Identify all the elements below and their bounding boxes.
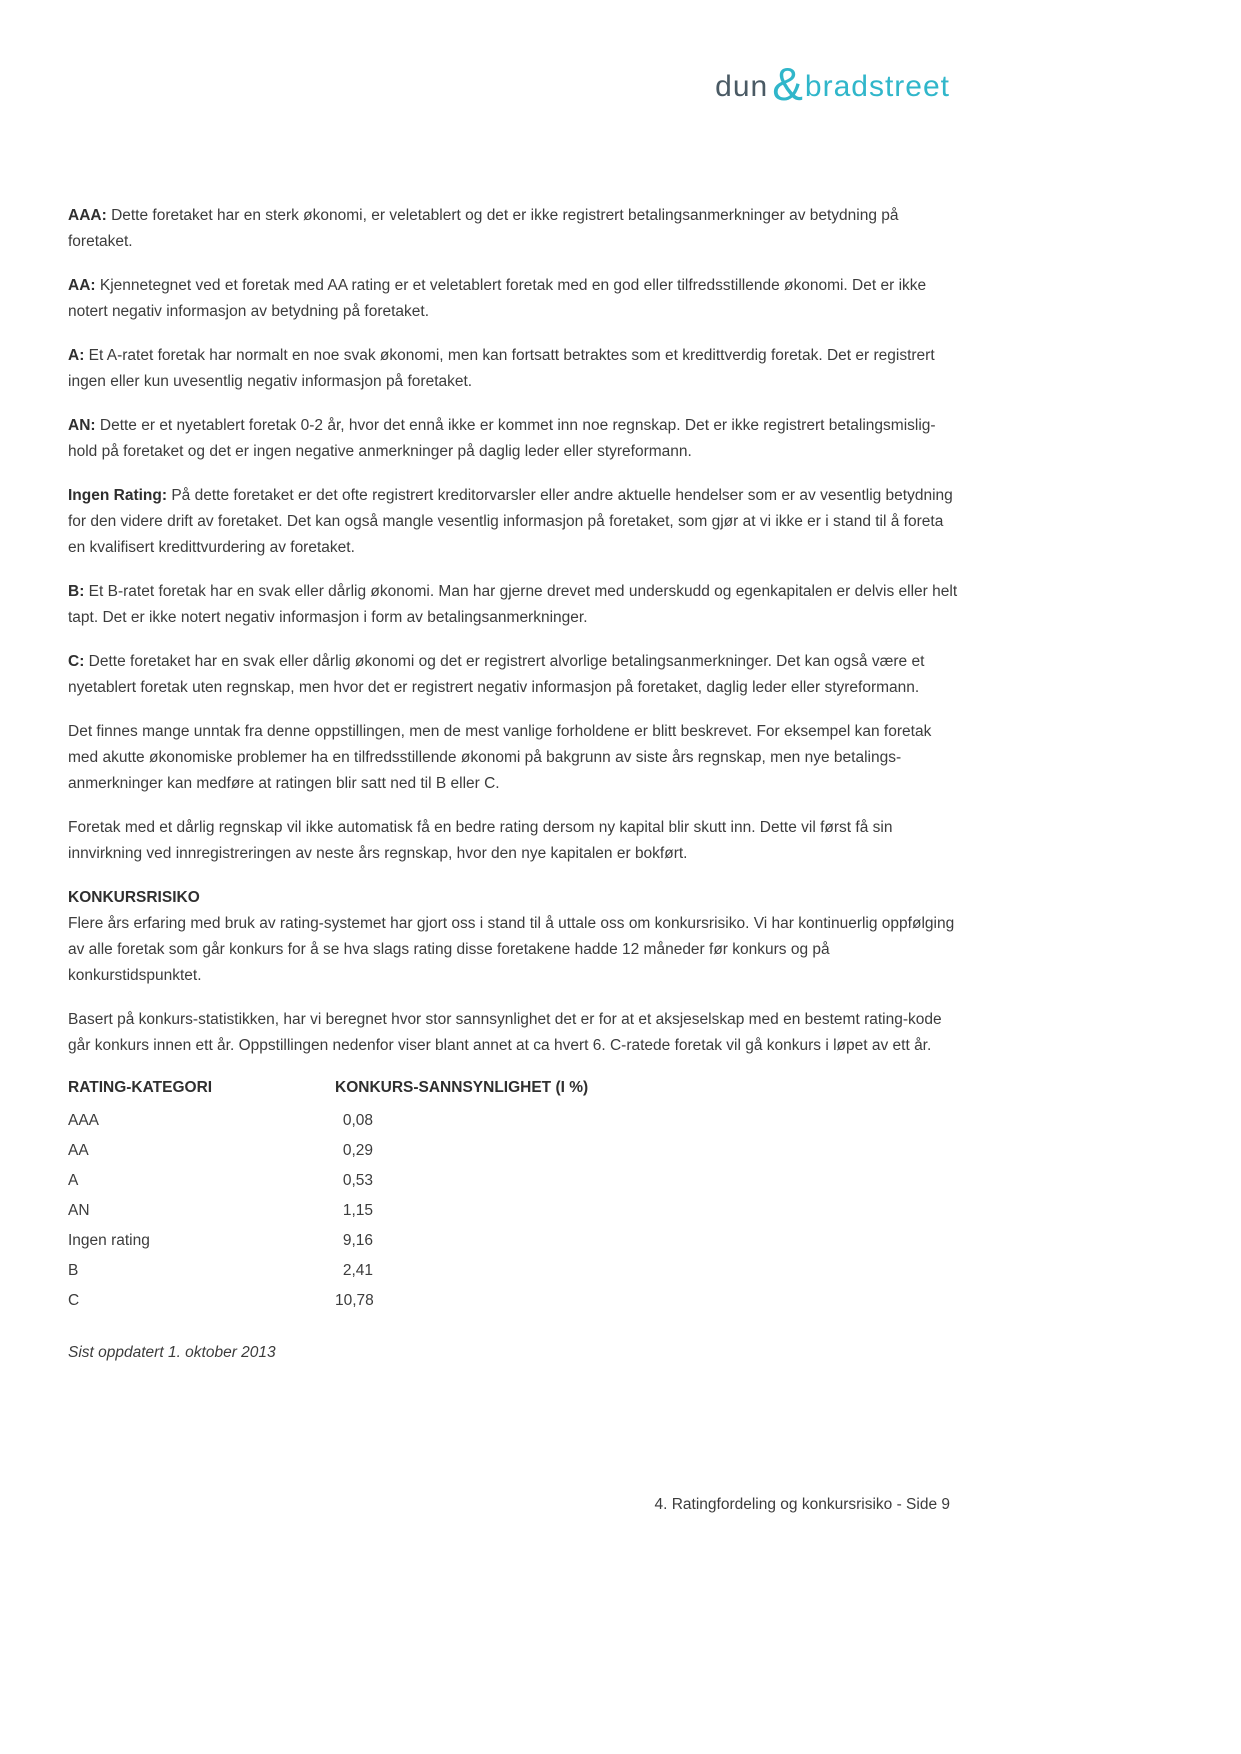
table-cell-category: C (68, 1292, 80, 1309)
table-cell-value: 1,15 (342, 1202, 373, 1219)
table-header-category: RATING-KATEGORI (68, 1079, 213, 1096)
table-cell-value: 0,08 (342, 1112, 373, 1129)
page-content (68, 203, 958, 1382)
table-cell-value: 0,53 (342, 1172, 373, 1189)
paragraph-an (68, 413, 958, 465)
paragraph-text: Dette er et nyetablert foretak 0-2 år, hvor det ennå ikke er kommet inn noe regnskap. Det er ikke registrert betalingsmislig- hold på foretaket og det er ingen negative anmerkninger på daglig leder eller styreformann. (68, 417, 936, 460)
paragraph-b (68, 579, 958, 631)
table-cell-value: 9,16 (342, 1232, 373, 1249)
table-cell-category: AA (68, 1142, 89, 1159)
paragraph-ingen-rating (68, 483, 958, 561)
table-cell-value: 0,29 (342, 1142, 373, 1159)
rating-probability-table (68, 1077, 958, 1312)
table-cell-category: B (68, 1262, 79, 1279)
table-cell-category: A (68, 1172, 79, 1189)
section-heading-konkursrisiko: KONKURSRISIKO (68, 889, 200, 906)
table-cell-category: Ingen rating (68, 1232, 150, 1249)
rating-label-a: A: (68, 347, 85, 364)
paragraph-text: Et A-ratet foretak har normalt en noe svak økonomi, men kan fortsatt betraktes som et kredittverdig foretak. Det er registrert ingen eller kun uvesentlig negativ informasjon på foretaket. (68, 347, 935, 390)
table-cell-value: 2,41 (342, 1262, 373, 1279)
logo-bradstreet-text: bradstreet (804, 70, 950, 103)
dun-bradstreet-logo (715, 58, 950, 110)
table-row (68, 1230, 958, 1252)
rating-label-ingen-rating: Ingen Rating: (68, 487, 168, 504)
paragraph-text: På dette foretaket er det ofte registrert kreditorvarsler eller andre aktuelle hendelser som er av vesentlig betydning for den videre drift av foretaket. Det kan også mangle vesentlig informasjon på foretaket, som gjør at vi ikke er i stand til å foreta en kvalifisert kredittvurdering av foretaket. (68, 487, 953, 556)
rating-label-c: C: (68, 653, 85, 670)
rating-label-aaa: AAA: (68, 207, 107, 224)
table-row (68, 1200, 958, 1222)
table-cell-value: 10,78 (335, 1292, 374, 1309)
paragraph-kapital (68, 815, 958, 867)
page-footer: 4. Ratingfordeling og konkursrisiko - Side 9 (654, 1496, 950, 1513)
rating-label-b: B: (68, 583, 85, 600)
table-row (68, 1110, 958, 1132)
paragraph-konkursrisiko-2: Basert på konkurs-statistikken, har vi beregnet hvor stor sannsynlighet det er for at et aksjeselskap med en bestemt rating-kode går konkurs innen ett år. Oppstillingen nedenfor viser blant annet at ca hvert 6. C-ratede foretak vil gå konkurs i løpet av ett år. (68, 1011, 942, 1054)
logo-ampersand-icon: & (772, 58, 803, 110)
paragraph-a (68, 343, 958, 395)
paragraph-text: Dette foretaket har en sterk økonomi, er veletablert og det er ikke registrert betalingsanmerkninger av betydning på foretaket. (68, 207, 899, 250)
paragraph-text: Dette foretaket har en svak eller dårlig økonomi og det er registrert alvorlige betalingsanmerkninger. Det kan også være et nyetablert foretak uten regnskap, men hvor det er registrert negativ informasjon på foretaket, daglig leder eller styreformann. (68, 653, 925, 696)
logo-dun-text: dun (715, 70, 769, 103)
table-row (68, 1290, 958, 1312)
table-row (68, 1170, 958, 1192)
table-header-row (68, 1077, 958, 1099)
paragraph-text: Kjennetegnet ved et foretak med AA rating er et veletablert foretak med en god eller tilfredsstillende økonomi. Det er ikke notert negativ informasjon av betydning på foretaket. (68, 277, 927, 320)
rating-label-an: AN: (68, 417, 96, 434)
table-row (68, 1260, 958, 1282)
paragraph-konkursrisiko-1: Flere års erfaring med bruk av rating-systemet har gjort oss i stand til å uttale oss om konkursrisiko. Vi har kontinuerlig oppfølging av alle foretak som går konkurs for å se hva slags rating disse foretakene hadde 12 måneder før konkurs og på konkurstidspunktet. (68, 915, 955, 984)
table-cell-category: AN (68, 1202, 90, 1219)
table-header-probability: KONKURS-SANNSYNLIGHET (I %) (335, 1079, 589, 1096)
rating-label-aa: AA: (68, 277, 96, 294)
paragraph-c (68, 649, 958, 701)
paragraph-text: Det finnes mange unntak fra denne oppstillingen, men de mest vanlige forholdene er blitt beskrevet. For eksempel kan foretak med akutte økonomiske problemer ha en tilfredsstillende økonomi på bakgrunn av siste års regnskap, men nye betalings- anmerkninger kan medføre at ratingen blir satt ned til B eller C. (68, 723, 932, 792)
table-row (68, 1140, 958, 1162)
paragraph-text: Foretak med et dårlig regnskap vil ikke automatisk få en bedre rating dersom ny kapital blir skutt inn. Dette vil først få sin innvirkning ved innregistreringen av neste års regnskap, hvor den nye kapitalen er bokført. (68, 819, 893, 862)
paragraph-aa (68, 273, 958, 325)
paragraph-text: Et B-ratet foretak har en svak eller dårlig økonomi. Man har gjerne drevet med underskudd og egenkapitalen er delvis eller helt tapt. Det er ikke notert negativ informasjon i form av betalingsanmerkninger. (68, 583, 958, 626)
paragraph-unntak (68, 719, 958, 797)
paragraph-aaa (68, 203, 958, 255)
last-updated-note: Sist oppdatert 1. oktober 2013 (68, 1344, 276, 1361)
table-cell-category: AAA (68, 1112, 100, 1129)
